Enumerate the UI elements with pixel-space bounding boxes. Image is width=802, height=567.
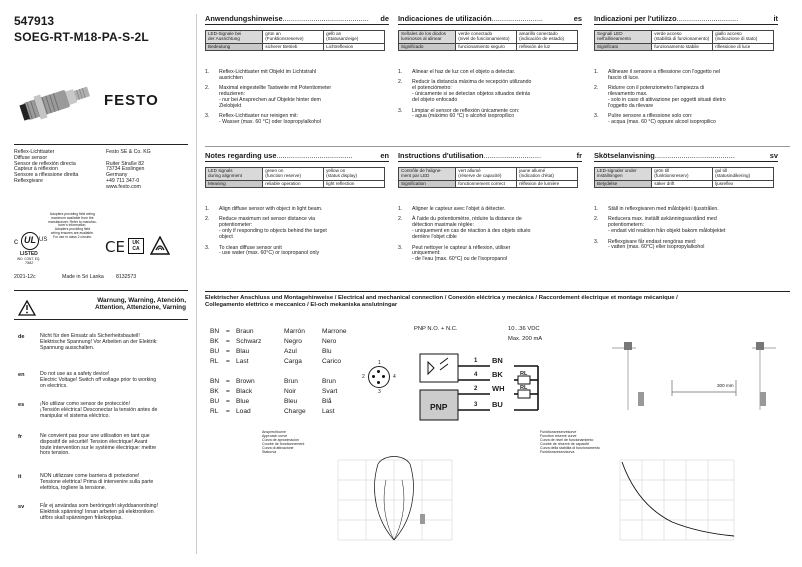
color-code-cell: BK xyxy=(210,338,219,345)
warning-text-it: NON utilizzare come barriera di protezione! Tensione elettrica! Prima di intervenire sulla parte elettrica, togliere la tensione. xyxy=(40,473,154,491)
electrical-title: Elektrischer Anschluss und Montagehinweise / Electrical and mechanical connection / Conexión eléctrica y mecánica / Raccordement électrique et montage mécanique / Collegamento elettrico e meccanico / El-och mekaniska anslutningar xyxy=(205,295,678,308)
led-table-cell: gelb an (Statusanzeige) xyxy=(324,31,385,44)
led-table-cell: funzionamento stabile xyxy=(652,43,713,51)
step-number: 2. xyxy=(594,85,599,92)
led-table-cell: grün an (Funktionsreserve) xyxy=(263,31,324,44)
ukca-mark: UK CA xyxy=(128,238,144,254)
pin-label-4: 4 xyxy=(393,374,396,380)
color-code-cell: = xyxy=(226,388,230,395)
led-table-cell: giallo acceso (indicazione di stato) xyxy=(713,31,774,44)
led-table-cell: verde acceso (stabilità di funzionamento) xyxy=(652,31,713,44)
led-table-cell: Lichtreflexion xyxy=(324,43,385,51)
wire-number-3: 3 xyxy=(474,402,478,408)
pin-label-3: 3 xyxy=(378,389,381,395)
step-number: 3. xyxy=(398,244,403,251)
reserve-curve-legend: Funktionsreservekurve Function reserve curve Curva de nivel de funcionamiento Courbe de réserve de capacité Curva della stabilità di funzionamento Funktionsreservkurva xyxy=(540,430,600,455)
wire-color-3: BU xyxy=(492,400,503,409)
step-text: Reflex-Lichttaster nur reinigen mit: - Wasser (max. 60 °C) oder Isopropylalkohol xyxy=(219,113,321,126)
led-table-cell: amarillo conectado (indicación de estado) xyxy=(517,31,578,44)
output-type: PNP N.O. + N.C. xyxy=(414,326,458,332)
step-text: Reflex-Lichttaster mit Objekt im Lichtstrahl ausrichten xyxy=(219,69,317,81)
color-code-cell: Marrón xyxy=(284,328,305,335)
step-text: Allineare il sensore a riflessione con l'oggetto nel fascio di luce. xyxy=(608,69,721,81)
section-lang: es xyxy=(573,14,582,23)
color-code-cell: Brun xyxy=(284,378,298,385)
color-code-cell: Svart xyxy=(322,388,338,395)
led-table-cell: verde conectado (nivel de funcionamiento) xyxy=(456,31,517,44)
section-title xyxy=(594,151,778,160)
step-text: Peut nettoyer le capteur à réflexion, utiliser uniquement: - de l'eau (max. 60°C) ou de l'isopropanol xyxy=(412,244,511,263)
step-number: 1. xyxy=(205,69,210,75)
color-code-cell: Last xyxy=(236,358,249,365)
color-code-cell: Braun xyxy=(236,328,254,335)
step-text: Reduce maximum set sensor distance via potentiometer: - only if responding to objects behind the target object xyxy=(219,216,327,240)
section-title-dots: ......................... xyxy=(491,14,543,23)
led-table-cell: Meaning xyxy=(206,180,263,188)
led-table-cell: LED-Signale bei der Ausrichtung xyxy=(206,31,263,44)
wiring-notice: Adopters providing field wiring maximum available from the manufacturer. Refer to manufac- turer's information. Adopters providing field wiring ensures are available. For use in class 2 circuits. xyxy=(48,212,97,239)
section-title-dots: .............................. xyxy=(676,14,739,23)
step-text: Align diffuse sensor with object in light beam. xyxy=(219,206,323,212)
warning-text-es: ¡No utilizar como sensor de protección! ¡Tensión eléctrica! Desconectar la tensión antes de manipular el sistema eléctrico. xyxy=(40,401,158,419)
color-code-cell: Blau xyxy=(236,348,250,355)
wire-number-2: 2 xyxy=(474,386,478,392)
color-code-cell: = xyxy=(226,398,230,405)
step-text: To clean diffuse sensor unit - use water (max. 60°C) or isopropanol only xyxy=(219,244,320,257)
led-table-cell: Segnali LED nell'allineamento xyxy=(595,31,652,44)
led-signal-table xyxy=(398,167,578,188)
festo-logo: FESTO xyxy=(104,92,159,109)
step-number: 1. xyxy=(594,69,599,75)
section-title xyxy=(398,151,582,160)
led-table-cell: grön till (funktionsreserv) xyxy=(652,168,713,181)
section-title-text: Indicazioni per l'utilizzo xyxy=(594,14,677,23)
color-code-cell: = xyxy=(226,348,230,355)
pin-label-2: 2 xyxy=(362,374,365,380)
section-title-dots: ..................................... xyxy=(276,151,353,160)
led-table-cell: funcionamiento seguro xyxy=(456,43,517,51)
section-title-text: Notes regarding use xyxy=(205,151,277,160)
mounting-sketch xyxy=(600,334,790,424)
pnp-block-label: PNP xyxy=(430,402,448,412)
doc-number: 8132573 xyxy=(116,274,137,280)
approach-curve-chart xyxy=(330,450,460,550)
color-code-cell: Brown xyxy=(236,378,255,385)
color-code-cell: Negro xyxy=(284,338,302,345)
warning-lang-es: es xyxy=(18,402,25,408)
section-title-text: Indicaciones de utilización xyxy=(398,14,492,23)
color-code-cell: RL xyxy=(210,358,219,365)
color-code-cell: Charge xyxy=(284,408,306,415)
color-code-cell: RL xyxy=(210,408,219,415)
led-signal-table xyxy=(205,30,385,51)
led-table-cell: Señales de los diodos luminosos al alinear xyxy=(399,31,456,44)
step-text: Aligner le capteur avec l'objet à détecter. xyxy=(412,206,506,212)
led-signal-table xyxy=(205,167,385,188)
step-number: 2. xyxy=(594,216,599,223)
color-code-cell: BU xyxy=(210,398,220,405)
color-code-cell: Blue xyxy=(236,398,250,405)
section-lang: fr xyxy=(576,151,582,160)
color-code-cell: = xyxy=(226,358,230,365)
led-table-cell: Significado xyxy=(399,43,456,51)
ul-listed: LISTED xyxy=(20,251,38,257)
led-table-cell: yellow on (status display) xyxy=(324,168,385,181)
color-code-cell: Brun xyxy=(322,378,336,385)
color-code-cell: Marrone xyxy=(322,328,347,335)
step-text: Reflexgivare får endast rengöras med: - vatten (max. 60°C) eller isopropylalkohol xyxy=(608,238,705,251)
step-text: Alinear el haz de luz con el objeto a detectar. xyxy=(412,69,516,75)
warning-lang-sv: sv xyxy=(18,504,25,510)
color-code-cell: Nero xyxy=(322,338,337,345)
color-code-cell: = xyxy=(226,408,230,415)
warning-text-en: Do not use as a safety device! Electric Voltage! Switch off voltage prior to working on electrics. xyxy=(40,371,157,389)
led-table-cell: sicherer Betrieb xyxy=(263,43,324,51)
led-table-cell: jaune allumé (indication d'état) xyxy=(517,168,578,181)
color-code-cell: BU xyxy=(210,348,220,355)
step-number: 2. xyxy=(205,85,210,92)
color-code-cell: Schwarz xyxy=(236,338,262,345)
color-code-cell: BN xyxy=(210,328,220,335)
warning-text-de: Nicht für den Einsatz als Sicherheitsbauteil! Elektrische Spannung! Vor Arbeiten an der Elektrik: Spannung ausschalten. xyxy=(40,333,158,351)
load-label-1: RL xyxy=(520,371,528,377)
led-table-cell: Signification xyxy=(399,180,456,188)
ul-ind: IND. CONT. EQ. xyxy=(17,257,41,261)
warning-text-sv: Får ej användas som beröringsfri skyddsanordning! Elektrisk spänning! Innan arbeten på elektroniken utförs skall spänningen frånkopplas. xyxy=(40,503,158,521)
section-title-text: Anwendungshinweise xyxy=(205,14,283,23)
warning-icon xyxy=(18,300,36,316)
ul-circle: UL xyxy=(21,232,39,250)
pin-dot xyxy=(377,381,380,384)
color-code-cell: Bleu xyxy=(284,398,298,405)
led-table-cell: reliable operation xyxy=(263,180,324,188)
wire-color-2: WH xyxy=(492,384,505,393)
section-title xyxy=(594,14,778,23)
section-title xyxy=(398,14,582,23)
wire-color-1: BN xyxy=(492,356,503,365)
color-code-cell: = xyxy=(226,378,230,385)
step-text: Ridurre con il potenziometro l'ampiezza di rilevamento max. - solo in caso di attivazione per oggetti situati dietro l'oggetto da rilevare xyxy=(608,85,726,109)
manufacturer-address: Festo SE & Co. KG Ruiter Straße 82 73734 Esslingen Germany +49 711 347-0 www.festo.com xyxy=(106,149,151,190)
section-title-dots: ............................ xyxy=(483,151,542,160)
ul-listed-mark xyxy=(14,228,48,265)
led-table-cell: gul till (statusindikering) xyxy=(713,168,774,181)
step-number: 1. xyxy=(398,206,403,212)
step-number: 2. xyxy=(205,216,210,223)
warning-text-fr: Ne convient pas pour une utilisation en tant que dispositif de sécurité! Tension électrique! Avant toute intervention sur le système électrique: mettre hors tension. xyxy=(40,433,157,457)
color-code-cell: = xyxy=(226,328,230,335)
step-text: Limpiar el sensor de reflexión únicamente con: - agua (máximo 60 °C) o alcohol isopropílico xyxy=(412,107,520,120)
step-number: 3. xyxy=(594,113,599,120)
step-number: 1. xyxy=(398,69,403,75)
rcm-icon xyxy=(150,236,170,256)
led-table-cell: ljusreflex xyxy=(713,180,774,188)
warning-lang-de: de xyxy=(18,334,25,340)
step-text: Ställ in reflexgivaren med målobjekt i ljusstrålen. xyxy=(608,206,719,212)
color-code-cell: BN xyxy=(210,378,220,385)
color-code-cell: Black xyxy=(236,388,253,395)
step-number: 3. xyxy=(594,238,599,245)
warning-lang-fr: fr xyxy=(18,434,23,440)
sensor-image xyxy=(18,72,100,130)
mounting-distance: 300 mm xyxy=(717,383,734,388)
warning-lang-it: it xyxy=(18,474,22,480)
section-lang: sv xyxy=(769,151,778,160)
color-code-cell: BK xyxy=(210,388,219,395)
color-code-cell: Carga xyxy=(284,358,302,365)
step-number: 2. xyxy=(398,79,403,86)
connector-diagram xyxy=(360,360,400,400)
wire-color-4: BK xyxy=(492,370,503,379)
step-number: 1. xyxy=(205,206,210,212)
max-current: Max. 200 mA xyxy=(508,336,543,342)
section-title-text: Instructions d'utilisation xyxy=(398,151,484,160)
warning-lang-en: en xyxy=(18,372,25,378)
product-code: SOEG-RT-M18-PA-S-2L xyxy=(14,30,149,44)
step-number: 2. xyxy=(398,216,403,223)
led-table-cell: säker drift xyxy=(652,180,713,188)
section-lang: it xyxy=(773,14,778,23)
warning-title: Warnung, Warning, Atención, Attention, Attenzione, Varning xyxy=(94,297,186,312)
led-table-cell: riflessione di luce xyxy=(713,43,774,51)
section-title-dots: .......................................... xyxy=(282,14,369,23)
led-table-cell: vert allumé (réserve de capacité) xyxy=(456,168,517,181)
led-table-cell: LED-signaler under inställningen xyxy=(595,168,652,181)
part-number: 547913 xyxy=(14,14,55,28)
led-signal-table xyxy=(594,167,774,188)
function-reserve-chart xyxy=(612,450,742,550)
load-label-2: RL xyxy=(520,385,528,391)
led-table-cell: reflexión de luz xyxy=(517,43,578,51)
led-table-cell: Bedeutung xyxy=(206,43,263,51)
section-lang: de xyxy=(380,14,389,23)
color-code-cell: Last xyxy=(322,408,335,415)
pin-label-1: 1 xyxy=(378,360,381,366)
pin-dot xyxy=(372,375,375,378)
approach-curve-legend: Ansprechkurve Approach curve Curva de aproximación Courbe de fonctionnement Curva di attivazione Stakurva xyxy=(262,430,305,455)
step-text: Pulire sensore a riflessione solo con: - acqua (max. 60 °C) oppure alcool isopropilico xyxy=(608,113,716,126)
pin-dot xyxy=(382,375,385,378)
step-text: Reducera max. inställt avkänningsavstånd med potentiometern: - endast vid reaktion från objekt bakom målobjektet xyxy=(608,216,726,235)
section-title-text: Skötselanvisning xyxy=(594,151,655,160)
led-signal-table xyxy=(594,30,774,51)
color-code-cell: Load xyxy=(236,408,251,415)
color-code-cell: = xyxy=(226,338,230,345)
step-number: 3. xyxy=(205,113,210,120)
ul-us-label: US xyxy=(39,237,48,243)
color-code-cell: Noir xyxy=(284,388,297,395)
color-code-cell: Carico xyxy=(322,358,342,365)
color-code-cell: Azul xyxy=(284,348,297,355)
step-number: 1. xyxy=(594,206,599,212)
led-table-cell: LED signals during alignment xyxy=(206,168,263,181)
product-names: Reflex-Lichttaster Diffuse sensor Sensor de reflexión directa Capteur à réflexion Sensore a riflessione diretta Reflexgivare xyxy=(14,149,79,185)
section-title xyxy=(205,14,389,23)
led-table-cell: green on (function reserve) xyxy=(263,168,324,181)
section-lang: en xyxy=(380,151,389,160)
ul-code: 70MZ xyxy=(25,261,34,265)
color-code-cell: Blu xyxy=(322,348,332,355)
doc-date: 2021-12c xyxy=(14,274,36,280)
step-number: 3. xyxy=(205,244,210,251)
ul-c-label: c xyxy=(14,237,18,246)
step-text: Maximal eingestellte Tastweite mit Potentiometer reduzieren: - nur bei Ansprechen auf Objekte hinter dem Zielobjekt xyxy=(219,85,332,109)
section-title xyxy=(205,151,389,160)
color-code-cell: Blå xyxy=(322,398,332,405)
led-table-cell: light reflection xyxy=(324,180,385,188)
pin-dot xyxy=(377,370,380,373)
made-in: Made in Sri Lanka xyxy=(62,274,104,280)
wire-number-4: 4 xyxy=(474,372,478,378)
step-number: 3. xyxy=(398,107,403,114)
step-text: Reducir la distancia máxima de recepción utilizando el potenciómetro: - únicamente si se detectan objetos situados detrás del objeto enfocado xyxy=(412,79,532,103)
ce-mark: CE xyxy=(105,238,125,256)
wire-number-1: 1 xyxy=(474,358,478,364)
led-table-cell: Significato xyxy=(595,43,652,51)
led-signal-table xyxy=(398,30,578,51)
step-text: À l'aide du potentiomètre, réduire la distance de détection maximale réglée: - uniquement en cas de réaction à des objets situés derrière l'objet cible xyxy=(412,216,531,240)
led-table-cell: Contrôle de l'aligne- ment par LED xyxy=(399,168,456,181)
supply-voltage: 10...36 VDC xyxy=(508,326,540,332)
led-table-cell: fonctionnement correct xyxy=(456,180,517,188)
led-table-cell: réflexion de lumière xyxy=(517,180,578,188)
led-table-cell: Betydelse xyxy=(595,180,652,188)
section-title-dots: ....................................... xyxy=(654,151,735,160)
